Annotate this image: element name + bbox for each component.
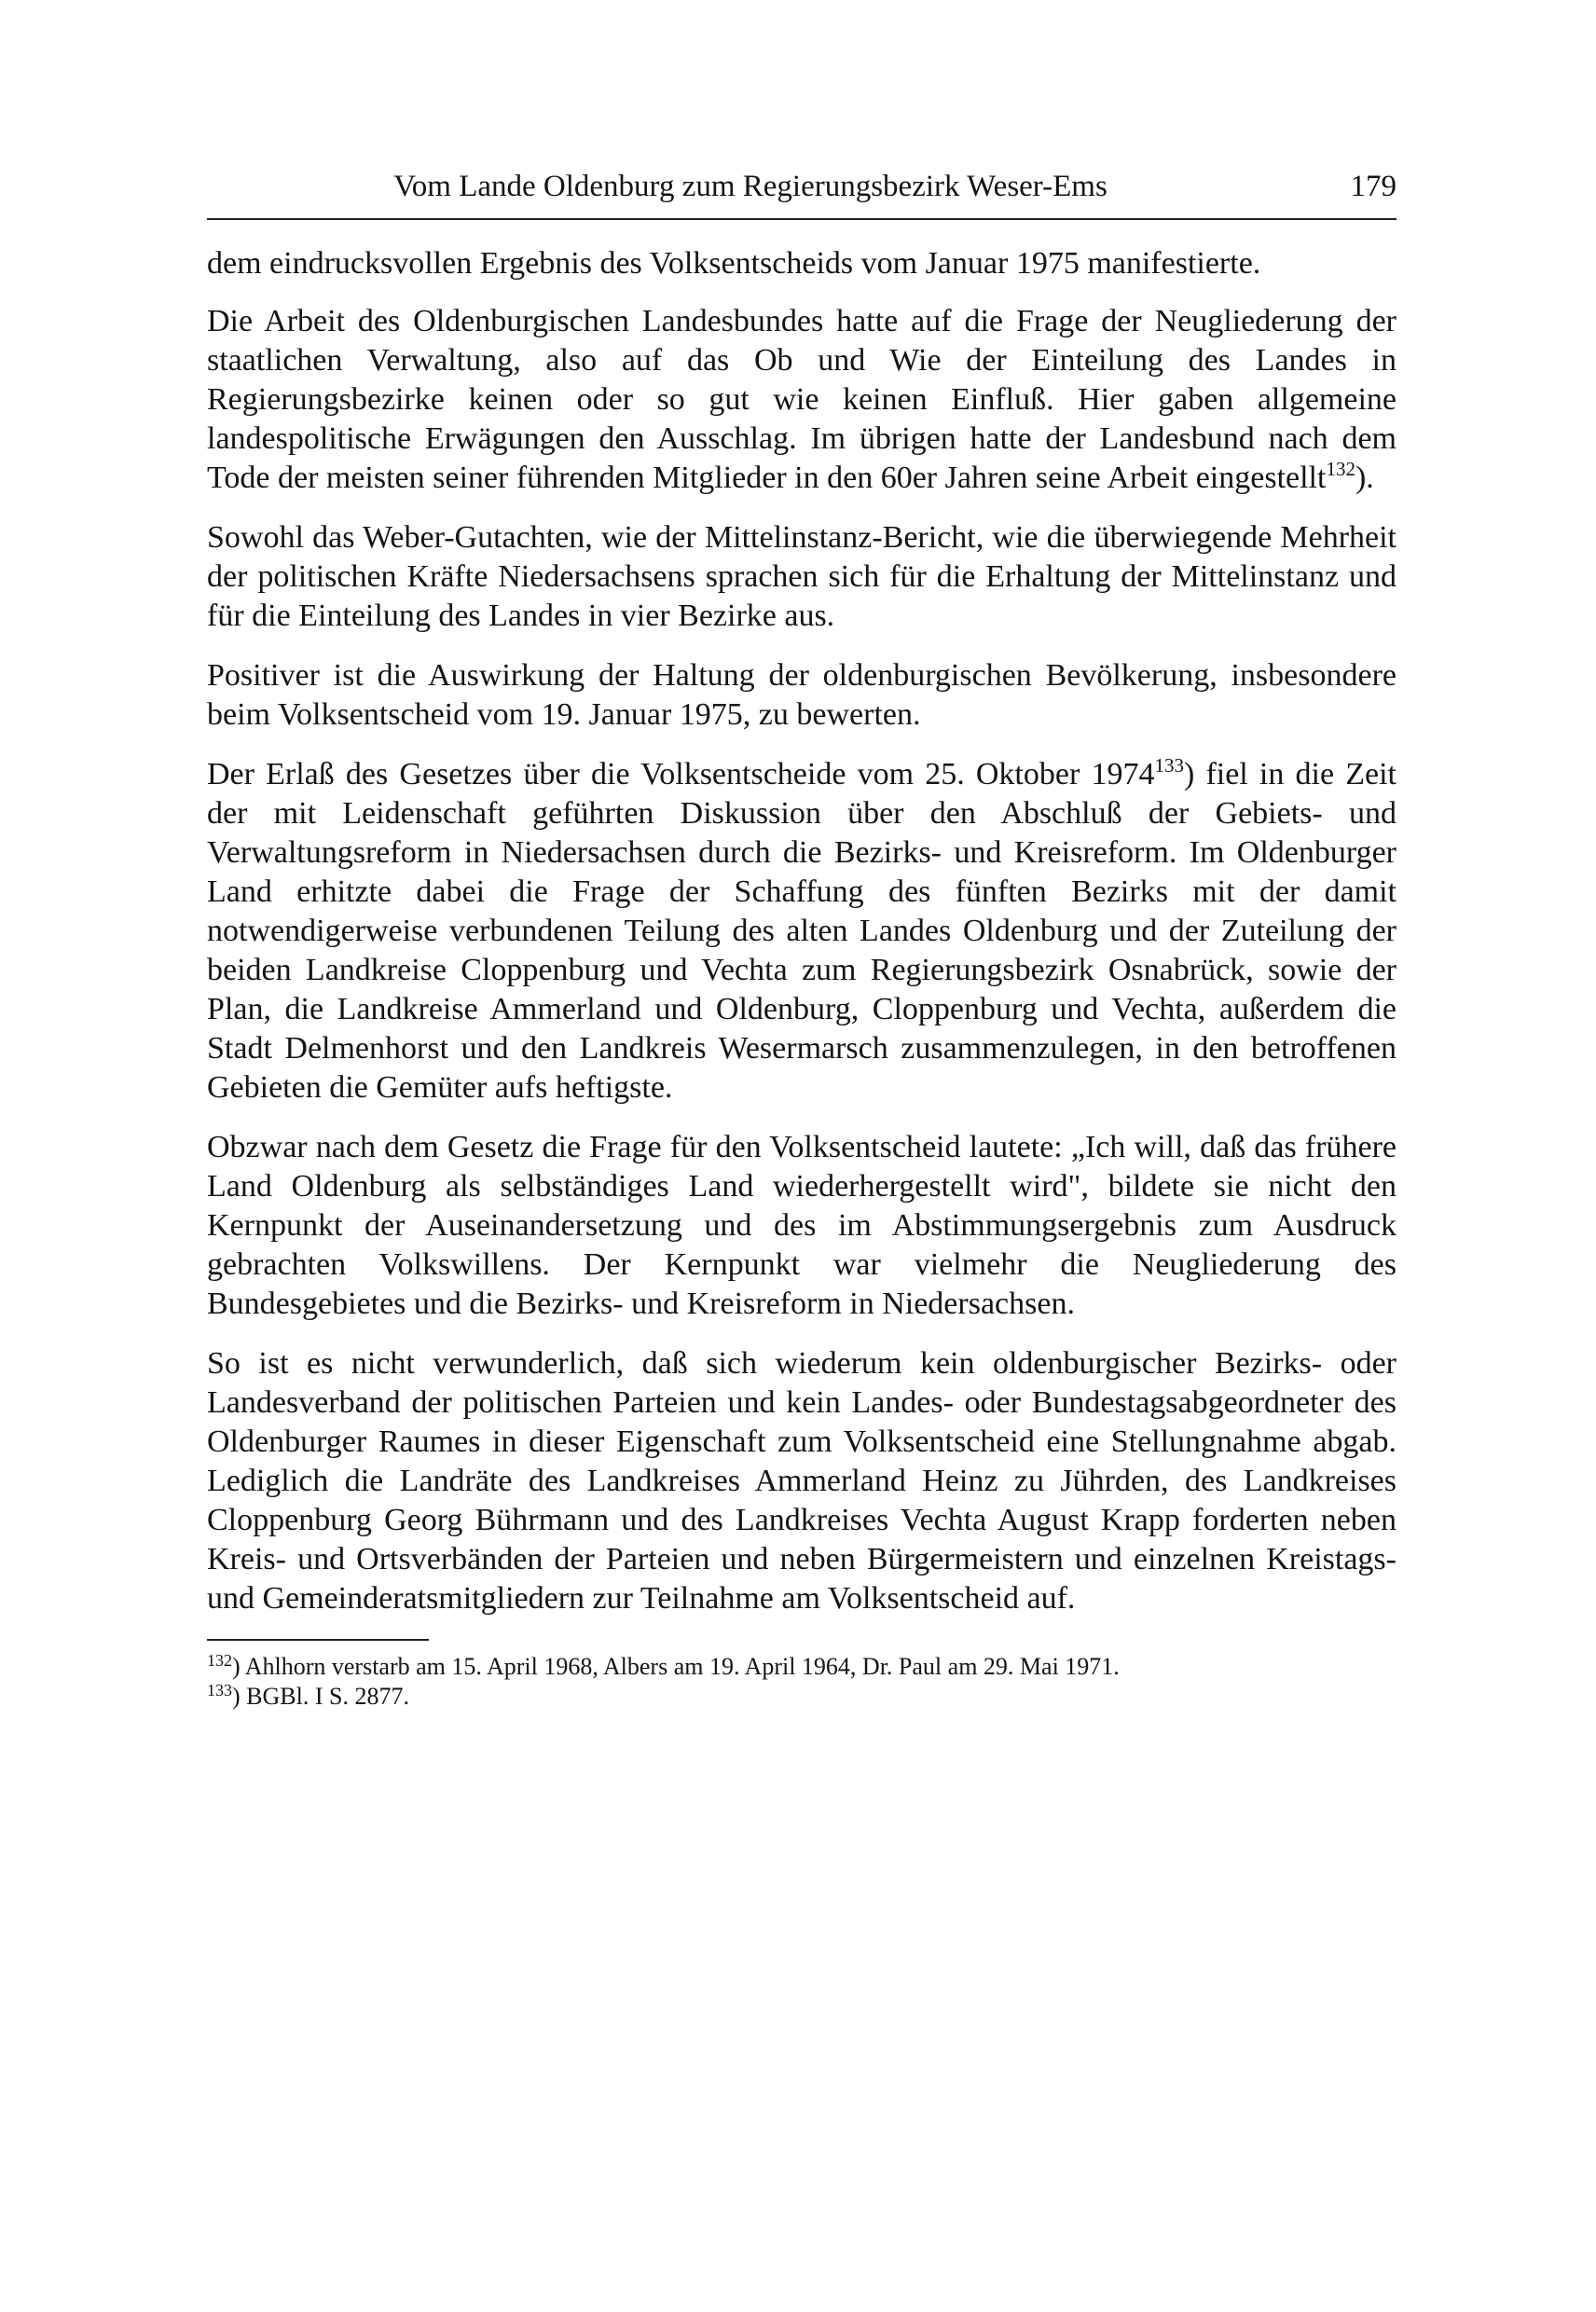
footnote-ref: 133 (1154, 754, 1184, 777)
paragraph: Sowohl das Weber-Gutachten, wie der Mittelinstanz-Bericht, wie die überwiegende Mehrheit der politischen Kräfte Niedersachsens sprachen sich für die Erhaltung der Mittelinstanz und für die Einteilung des Landes in vier Bezirke aus. (207, 520, 1396, 633)
running-header (207, 158, 1396, 214)
footnote-rule (207, 1639, 429, 1641)
paragraph: Die Arbeit des Oldenburgischen Landesbundes hatte auf die Frage der Neugliederung der staatlichen Verwaltung, also auf das Ob und Wie der Einteilung des Landes in Regierungsbezirke keinen oder so gut wie keinen Einfluß. Hier gaben allgemeine landespolitische Erwägungen den Ausschlag. Im übrigen hatte der Landesbund nach dem Tode der meisten seiner führenden Mitglieder in den 60er Jahren seine Arbeit eingestellt$^{132}$). (207, 304, 1396, 495)
footnote: $^{132}$) Ahlhorn verstarb am 15. April 1968, Albers am 19. April 1964, Dr. Paul am 29. Mai 1971. (207, 1651, 1120, 1680)
footnote-number: 132 (207, 1651, 232, 1670)
book-page (207, 158, 1396, 1712)
paragraph: Positiver ist die Auswirkung der Haltung der oldenburgischen Bevölkerung, insbesondere beim Volksentscheid vom 19. Januar 1975, zu bewerten. (207, 658, 1396, 732)
running-title: Vom Lande Oldenburg zum Regierungsbezirk Weser-Ems (393, 170, 1108, 203)
page-number: 179 (1350, 170, 1396, 203)
paragraph: Obzwar nach dem Gesetz die Frage für den Volksentscheid lautete: „Ich will, daß das frühere Land Oldenburg als selbständiges Land wiederhergestellt wird", bildete sie nicht den Kernpunkt der Auseinandersetzung und des im Abstimmungsergebnis zum Ausdruck gebrachten Volkswillens. Der Kernpunkt war vielmehr die Neugliederung des Bundesgebietes und die Bezirks- und Kreisreform in Niedersachsen. (207, 1130, 1396, 1321)
body-text (207, 244, 1396, 1618)
footnote-ref: 132 (1326, 458, 1355, 480)
paragraph: Der Erlaß des Gesetzes über die Volksentscheide vom 25. Oktober 1974$^{133}$) fiel in die Zeit der mit Leidenschaft geführten Diskussion über den Abschluß der Gebiets- und Verwaltungsreform in Niedersachsen durch die Bezirks- und Kreisreform. Im Oldenburger Land erhitzte dabei die Frage der Schaffung des fünften Bezirks mit der damit notwendigerweise verbundenen Teilung des alten Landes Oldenburg und der Zuteilung der beiden Landkreise Cloppenburg und Vechta zum Regierungsbezirk Osnabrück, sowie der Plan, die Landkreise Ammerland und Oldenburg, Cloppenburg und Vechta, außerdem die Stadt Delmenhorst und den Landkreis Wesermarsch zusammenzulegen, in den betroffenen Gebieten die Gemüter aufs heftigste. (207, 754, 1396, 1105)
footnote-number: 133 (207, 1681, 232, 1700)
footnotes (207, 1639, 1396, 1712)
paragraph: So ist es nicht verwunderlich, daß sich wiederum kein oldenburgischer Bezirks- oder Landesverband der politischen Parteien und kein Landes- oder Bundestagsabgeordneter des Oldenburger Raumes in dieser Eigenschaft zum Volksentscheid eine Stellungnahme abgab. Lediglich die Landräte des Landkreises Ammerland Heinz zu Jührden, des Landkreises Cloppenburg Georg Bührmann und des Landkreises Vechta August Krapp forderten neben Kreis- und Ortsverbänden der Parteien und neben Bürgermeistern und einzelnen Kreistags- und Gemeinderatsmitgliedern zur Teilnahme am Volksentscheid auf. (207, 1346, 1396, 1616)
footnote: $^{133}$) BGBl. I S. 2877. (207, 1681, 409, 1710)
paragraph: dem eindrucksvollen Ergebnis des Volksentscheids vom Januar 1975 manifestierte. (207, 246, 1261, 281)
header-rule (207, 218, 1396, 220)
